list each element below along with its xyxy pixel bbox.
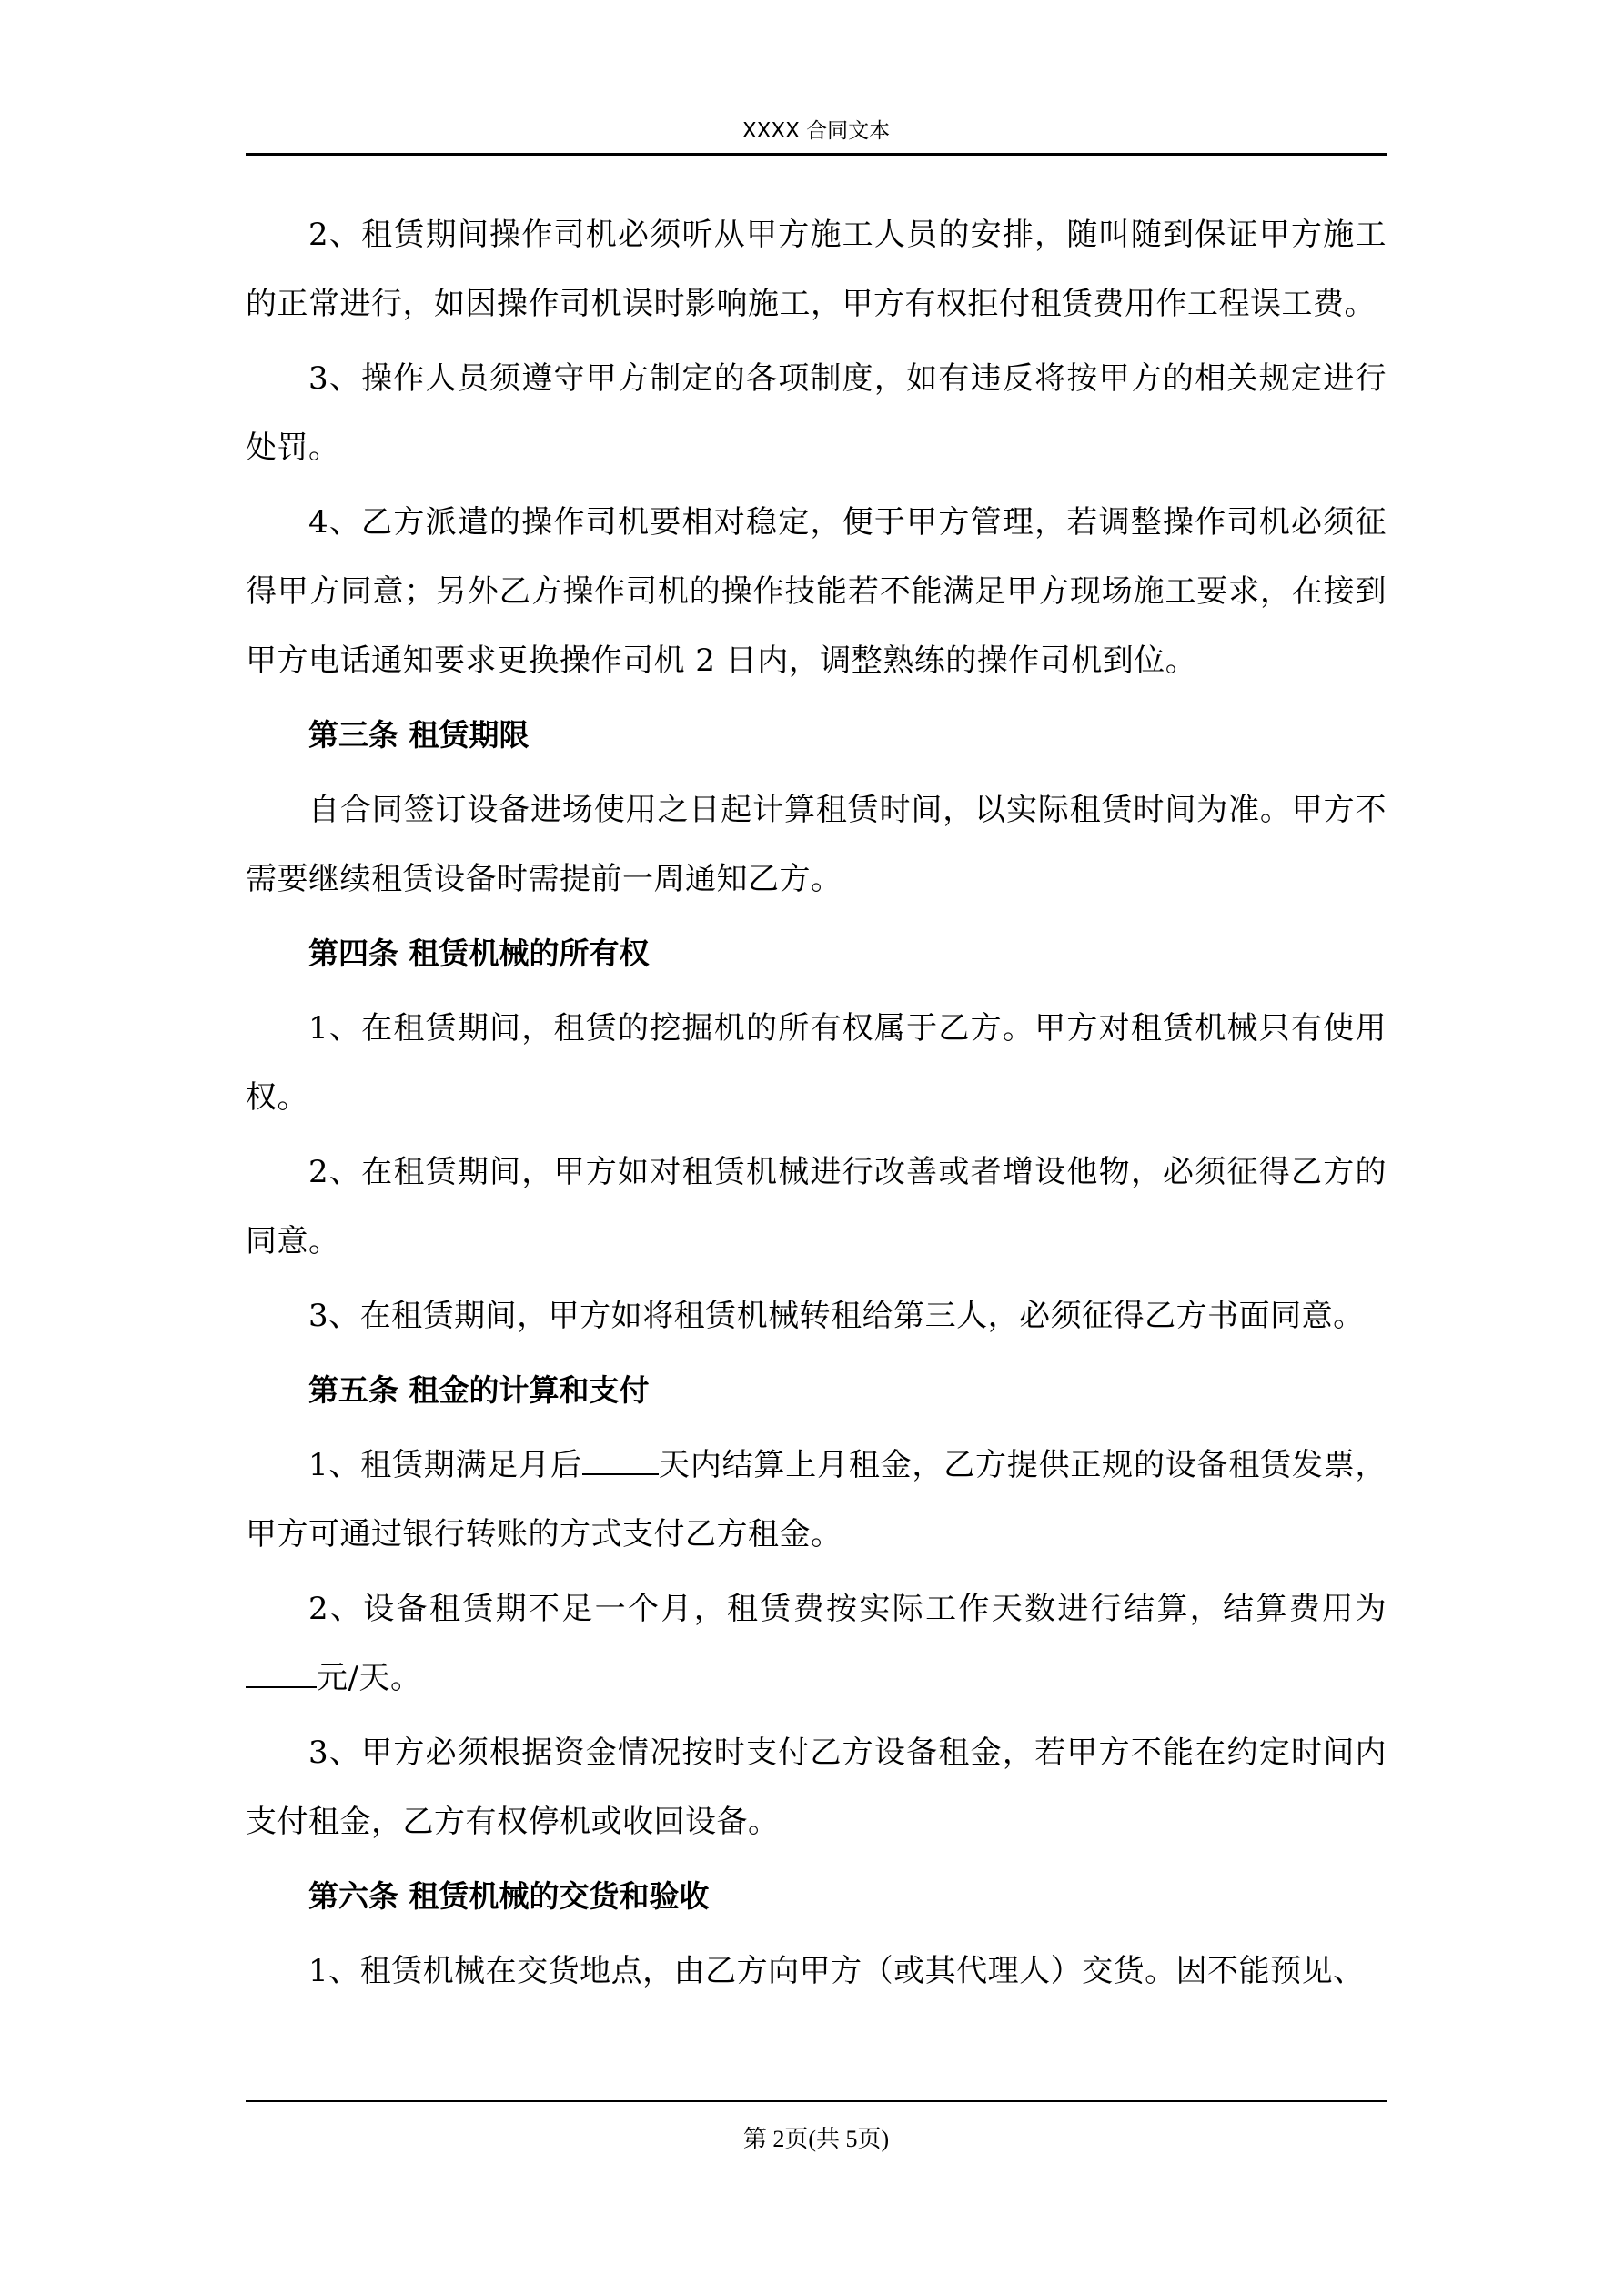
article-heading: 第四条 租赁机械的所有权	[308, 936, 650, 971]
paragraph: 4、乙方派遣的操作司机要相对稳定，便于甲方管理，若调整操作司机必须征得甲方同意；另外乙方操作司机的操作技能若不能满足甲方现场施工要求，在接到甲方电话通知要求更换操作司机 2 日内，调整熟练的操作司机到位。	[246, 504, 1387, 679]
article-heading: 第五条 租金的计算和支付	[308, 1372, 650, 1408]
page-header	[246, 109, 1387, 156]
header-title: XXXX 合同文本	[741, 119, 891, 143]
paragraph	[246, 1574, 1387, 1713]
paragraph: 1、租赁机械在交货地点，由乙方向甲方（或其代理人）交货。因不能预见、	[308, 1953, 1365, 1989]
paragraph-text: 2、设备租赁期不足一个月，租赁费按实际工作天数进行结算，结算费用为	[308, 1591, 1387, 1627]
paragraph: 1、在租赁期间，租赁的挖掘机的所有权属于乙方。甲方对租赁机械只有使用权。	[246, 1010, 1387, 1116]
article-heading: 第三条 租赁期限	[308, 717, 530, 753]
paragraph	[246, 1431, 1387, 1569]
paragraph: 3、操作人员须遵守甲方制定的各项制度，如有违反将按甲方的相关规定进行处罚。	[246, 360, 1387, 466]
fill-in-blank	[246, 1659, 317, 1688]
paragraph-text: 元/天。	[317, 1660, 422, 1696]
paragraph-text: 1、租赁期满足月后	[308, 1447, 582, 1483]
paragraph: 2、在租赁期间，甲方如对租赁机械进行改善或者增设他物，必须征得乙方的同意。	[246, 1154, 1387, 1259]
paragraph: 3、甲方必须根据资金情况按时支付乙方设备租金，若甲方不能在约定时间内支付租金，乙方有权停机或收回设备。	[246, 1735, 1387, 1840]
paragraph: 自合同签订设备进场使用之日起计算租赁时间，以实际租赁时间为准。甲方不需要继续租赁设备时需提前一周通知乙方。	[246, 792, 1387, 897]
fill-in-blank	[582, 1446, 659, 1475]
article-heading: 第六条 租赁机械的交货和验收	[308, 1878, 710, 1914]
page-number: 第 2页(共 5页)	[742, 2126, 890, 2152]
paragraph-text: 天内结算上月租金，乙方提供正规的设备租赁发票，甲方可通过银行转账的方式支付乙方租金。	[246, 1447, 1387, 1553]
paragraph: 2、租赁期间操作司机必须听从甲方施工人员的安排，随叫随到保证甲方施工的正常进行，如因操作司机误时影响施工，甲方有权拒付租赁费用作工程误工费。	[246, 217, 1387, 322]
paragraph: 3、在租赁期间，甲方如将租赁机械转租给第三人，必须征得乙方书面同意。	[308, 1298, 1365, 1334]
document-body	[246, 200, 1387, 2011]
page-footer	[246, 2100, 1387, 2154]
